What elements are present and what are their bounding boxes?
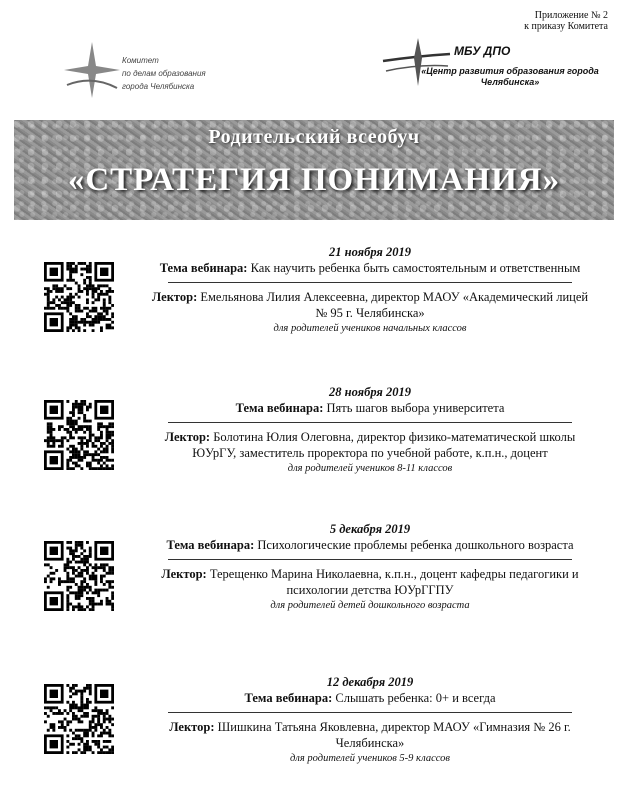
webinar-date: 12 декабря 2019 (326, 675, 414, 689)
webinar-lecturer: Терещенко Марина Николаевна, к.п.н., доцент кафедры педагогики и психологии детства ЮУрГГПУ (209, 567, 579, 597)
webinar-date: 5 декабря 2019 (329, 522, 411, 536)
committee-line-1: Комитет (122, 56, 159, 65)
divider (168, 712, 572, 713)
title-banner (14, 120, 614, 220)
lecturer-label: Лектор: (151, 290, 198, 304)
qr-code-icon[interactable] (44, 541, 114, 611)
webinar-topic: Слышать ребенка: 0+ и всегда (335, 691, 496, 705)
topic-label: Тема вебинара: (244, 691, 333, 705)
lecturer-label: Лектор: (161, 567, 207, 581)
webinar-audience: для родителей детей дошкольного возраста (270, 600, 470, 611)
banner-title-2: «СТРАТЕГИЯ ПОНИМАНИЯ» (67, 162, 561, 198)
webinar-lecturer: Болотина Юлия Олеговна, директор физико-математической школы ЮУрГУ, заместитель проректора по учебной работе, к.п.н., доцент (192, 430, 576, 460)
center-abbr: МБУ ДПО (454, 44, 511, 58)
topic-label: Тема вебинара: (159, 261, 248, 275)
webinar-lecturer: Шишкина Татьяна Яковлевна, директор МАОУ «Гимназия № 26 г. Челябинска» (217, 720, 571, 750)
divider (168, 559, 572, 560)
webinar-topic: Пять шагов выбора университета (326, 401, 505, 415)
appendix-line-2: к приказу Комитета (524, 21, 608, 32)
qr-code-icon[interactable] (44, 262, 114, 332)
topic-label: Тема вебинара: (235, 401, 324, 415)
webinar-audience: для родителей учеников 5-9 классов (290, 753, 450, 764)
appendix-note (524, 10, 608, 32)
qr-code-icon[interactable] (44, 400, 114, 470)
webinar-audience: для родителей учеников начальных классов (273, 323, 467, 334)
divider (168, 422, 572, 423)
committee-logo (62, 40, 237, 100)
webinar-topic: Психологические проблемы ребенка дошкольного возраста (257, 538, 574, 552)
divider (168, 282, 572, 283)
webinar-audience: для родителей учеников 8-11 классов (287, 463, 453, 474)
center-full-name: «Центр развития образования города Челябинска» (421, 66, 599, 87)
committee-line-2: по делам образования (122, 69, 206, 78)
webinar-date: 21 ноября 2019 (329, 245, 411, 259)
lecturer-label: Лектор: (164, 430, 211, 444)
topic-label: Тема вебинара: (166, 538, 255, 552)
qr-code-icon[interactable] (44, 684, 114, 754)
webinar-lecturer: Емельянова Лилия Алексеевна, директор МАОУ «Академический лицей № 95 г. Челябинска» (200, 290, 589, 320)
center-logo (378, 36, 618, 100)
webinar-date: 28 ноября 2019 (329, 385, 411, 399)
banner-title-1: Родительский всеобуч (208, 126, 420, 148)
committee-emblem-icon (62, 40, 122, 100)
committee-line-3: города Челябинска (122, 82, 195, 91)
webinar-topic: Как научить ребенка быть самостоятельным и ответственным (250, 261, 581, 275)
lecturer-label: Лектор: (169, 720, 215, 734)
appendix-line-1: Приложение № 2 (534, 10, 608, 21)
